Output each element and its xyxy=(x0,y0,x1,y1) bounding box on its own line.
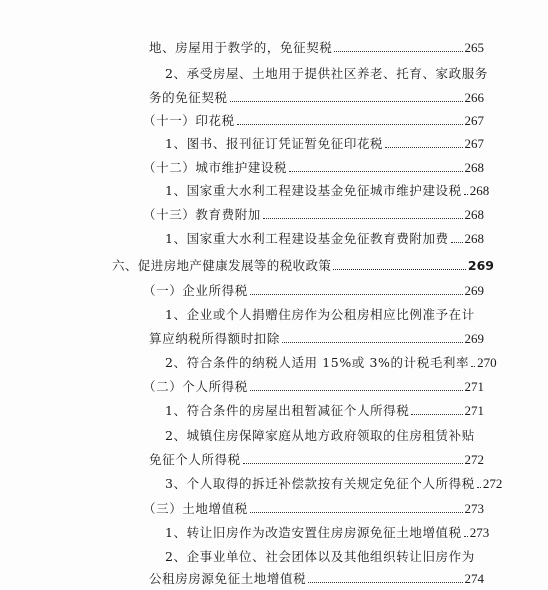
toc-page-number: 269 xyxy=(464,331,484,346)
toc-page-number: 268 xyxy=(464,231,484,246)
toc-entry-title: （十一）印花税 xyxy=(143,113,235,128)
toc-entry-title: 1、国家重大水利工程建设基金免征教育费附加费 xyxy=(165,231,449,246)
toc-page-number: 272 xyxy=(482,476,503,491)
toc-leader xyxy=(471,366,475,367)
toc-entry-title: （三）土地增值税 xyxy=(143,501,248,516)
toc-page-number: 271 xyxy=(464,403,484,418)
toc-entry-title: （十三）教育费附加 xyxy=(143,207,261,222)
toc-entry-title: 2、城镇住房保障家庭从地方政府领取的住房租赁补贴 xyxy=(165,428,475,443)
toc-entry[interactable] xyxy=(0,400,548,422)
toc-entry[interactable] xyxy=(0,37,548,59)
toc-page-number: 273 xyxy=(464,501,484,516)
toc-entry-title: 务的免征契税 xyxy=(149,90,228,105)
toc-page-number: 268 xyxy=(464,207,484,222)
toc-entry-title: 地、房屋用于教学的，免征契税 xyxy=(149,40,333,55)
toc-entry-title: 2、企事业单位、社会团体以及其他组织转让旧房作为 xyxy=(165,549,475,564)
toc-leader xyxy=(411,414,462,415)
toc-leader xyxy=(334,51,462,52)
toc-leader xyxy=(282,342,462,343)
toc-entry-title: 3、个人取得的拆迁补偿款按有关规定免征个人所得税 xyxy=(165,476,475,491)
toc-page-number: 266 xyxy=(464,90,484,105)
toc-entry[interactable] xyxy=(0,133,548,155)
toc-entry-title: （十二）城市维护建设税 xyxy=(143,160,288,175)
toc-entry-title: 1、国家重大水利工程建设基金免征城市维护建设税 xyxy=(165,183,462,198)
toc-entry[interactable] xyxy=(0,522,548,544)
toc-entry-title: 1、转让旧房作为改造安置住房房源免征土地增值税 xyxy=(165,525,462,540)
toc-leader xyxy=(250,294,463,295)
toc-entry[interactable] xyxy=(0,110,548,132)
toc-entry-title: 2、承受房屋、土地用于提供社区养老、托育、家政服务 xyxy=(165,66,488,81)
toc-entry[interactable] xyxy=(0,498,548,520)
toc-page-number: 265 xyxy=(464,40,484,55)
toc-page-number: 270 xyxy=(477,355,497,370)
toc-page-number: 272 xyxy=(464,452,484,467)
toc-entry-title: 1、符合条件的房屋出租暂减征个人所得税 xyxy=(165,403,410,418)
toc-entry-title: 免征个人所得税 xyxy=(149,452,241,467)
toc-entry[interactable] xyxy=(0,180,548,202)
toc-page-number: 269 xyxy=(464,283,484,298)
toc-entry[interactable] xyxy=(0,87,548,109)
toc-leader xyxy=(250,512,463,513)
toc-page-number: 267 xyxy=(464,113,484,128)
toc-entry-title: 算应纳税所得额时扣除 xyxy=(149,331,281,346)
toc-leader xyxy=(451,242,463,243)
toc-entry[interactable] xyxy=(0,63,548,85)
toc-section-entry[interactable] xyxy=(0,255,548,277)
toc-entry-title: 1、图书、报刊征订凭证暂免征印花税 xyxy=(165,136,384,151)
toc-leader xyxy=(333,269,466,270)
toc-entry-title: 2、符合条件的纳税人适用 15%或 3%的计税毛利率 xyxy=(165,355,470,370)
toc-entry[interactable] xyxy=(0,304,548,326)
toc-entry[interactable] xyxy=(0,352,548,374)
toc-leader xyxy=(464,194,468,195)
toc-leader xyxy=(250,390,463,391)
toc-page-number: 267 xyxy=(464,136,484,151)
toc-leader xyxy=(308,582,462,583)
toc-page-number: 269 xyxy=(467,258,494,273)
toc-entry[interactable] xyxy=(0,280,548,302)
toc-entry-title: 公租房房源免征土地增值税 xyxy=(149,571,307,586)
toc-entry-title: （一）企业所得税 xyxy=(143,283,248,298)
toc-entry[interactable] xyxy=(0,449,548,471)
toc-page-number: 274 xyxy=(464,571,484,586)
toc-leader xyxy=(263,218,463,219)
toc-leader xyxy=(289,171,462,172)
toc-entry[interactable] xyxy=(0,546,548,568)
toc-entry[interactable] xyxy=(0,376,548,398)
toc-entry-title: 六、促进房地产健康发展等的税收政策 xyxy=(112,258,332,273)
toc-page-number: 268 xyxy=(464,160,484,175)
toc-entry-title: （二）个人所得税 xyxy=(143,379,248,394)
toc-page-number: 268 xyxy=(469,183,490,198)
toc-leader xyxy=(237,124,463,125)
toc-leader xyxy=(385,147,462,148)
toc-entry[interactable] xyxy=(0,157,548,179)
toc-leader xyxy=(243,463,463,464)
toc-leader xyxy=(230,101,463,102)
toc-entry[interactable] xyxy=(0,328,548,350)
toc-entry-title: 1、企业或个人捐赠住房作为公租房相应比例准予在计 xyxy=(165,307,475,322)
toc-leader xyxy=(464,536,468,537)
toc-entry[interactable] xyxy=(0,425,548,447)
toc-entry[interactable] xyxy=(0,568,548,590)
toc-leader xyxy=(477,487,481,488)
toc-page-number: 271 xyxy=(464,379,484,394)
toc-page-number: 273 xyxy=(469,525,490,540)
toc-entry[interactable] xyxy=(0,228,548,250)
toc-entry[interactable] xyxy=(0,473,548,495)
toc-entry[interactable] xyxy=(0,204,548,226)
